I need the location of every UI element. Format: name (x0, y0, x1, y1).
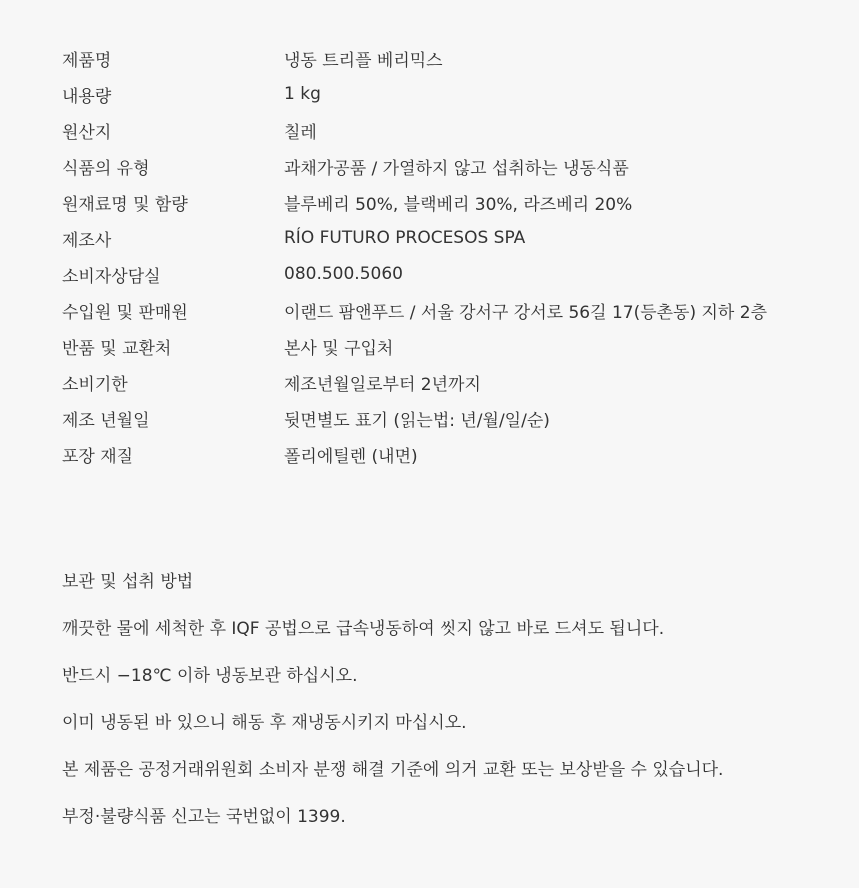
spec-value: 제조년월일로부터 2년까지 (284, 374, 481, 395)
spec-value: 1 kg (284, 84, 321, 104)
spec-value: 이랜드 팜앤푸드 / 서울 강서구 강서로 56길 17(등촌동) 지하 2층 (284, 302, 767, 323)
spec-label: 내용량 (62, 86, 112, 107)
note-item: 이미 냉동된 바 있으니 해동 후 재냉동시키지 마십시오. (62, 713, 467, 733)
spec-label: 소비기한 (62, 374, 128, 395)
spec-row-ingredients (62, 184, 842, 220)
spec-row-packaging (62, 436, 842, 472)
spec-value: 칠레 (284, 122, 317, 143)
note-item: 깨끗한 물에 세척한 후 IQF 공법으로 급속냉동하여 씻지 않고 바로 드셔도 됩니다. (62, 619, 665, 639)
note-item: 본 제품은 공정거래위원회 소비자 분쟁 해결 기준에 의거 교환 또는 보상받을 수 있습니다. (62, 760, 724, 780)
spec-row-product-name (62, 40, 842, 76)
spec-label: 식품의 유형 (62, 158, 150, 179)
spec-label: 원재료명 및 함량 (62, 194, 188, 215)
spec-row-importer-seller (62, 292, 842, 328)
spec-row-manufacture-date (62, 400, 842, 436)
spec-value: 뒷면별도 표기 (읽는법: 년/월/일/순) (284, 410, 550, 431)
spec-value: 폴리에틸렌 (내면) (284, 446, 418, 467)
spec-value: 본사 및 구입처 (284, 338, 394, 359)
spec-label: 수입원 및 판매원 (62, 302, 188, 323)
note-item: 반드시 −18℃ 이하 냉동보관 하십시오. (62, 666, 358, 686)
spec-label: 원산지 (62, 122, 112, 143)
section-title: 보관 및 섭취 방법 (62, 572, 194, 592)
spec-row-origin (62, 112, 842, 148)
spec-value: 블루베리 50%, 블랙베리 30%, 라즈베리 20% (284, 194, 633, 215)
spec-label: 소비자상담실 (62, 266, 161, 287)
spec-label: 제조 년월일 (62, 410, 150, 431)
spec-row-net-weight (62, 76, 842, 112)
spec-label: 반품 및 교환처 (62, 338, 172, 359)
spec-label: 포장 재질 (62, 446, 134, 467)
spec-row-expiry (62, 364, 842, 400)
storage-section (62, 568, 852, 850)
spec-row-food-type (62, 148, 842, 184)
spec-row-returns (62, 328, 842, 364)
spec-row-manufacturer (62, 220, 842, 256)
spec-value: RÍO FUTURO PROCESOS SPA (284, 228, 526, 248)
spec-row-customer-service (62, 256, 842, 292)
spec-label: 제품명 (62, 50, 112, 71)
storage-notes-list (62, 615, 852, 831)
spec-value: 080.500.5060 (284, 264, 403, 284)
product-info-table (62, 40, 842, 472)
spec-value: 냉동 트리플 베리믹스 (284, 50, 443, 71)
spec-value: 과채가공품 / 가열하지 않고 섭취하는 냉동식품 (284, 158, 629, 179)
spec-label: 제조사 (62, 230, 112, 251)
note-item: 부정·불량식품 신고는 국번없이 1399. (62, 807, 346, 827)
